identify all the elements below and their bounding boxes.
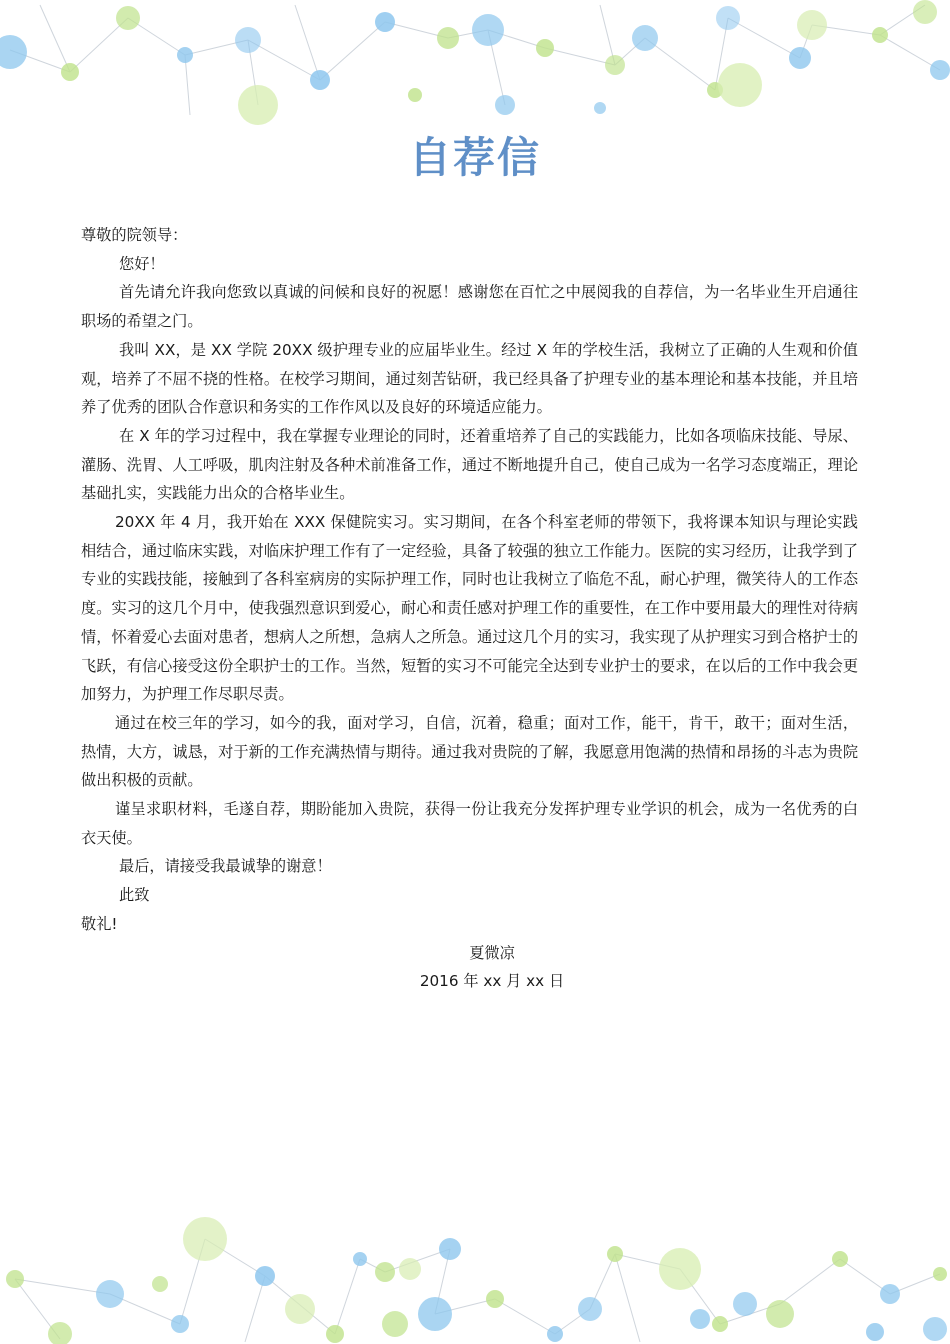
closing-1: 此致 — [119, 886, 150, 905]
letter-body — [81, 221, 858, 996]
paragraph-attitude: 通过在校三年的学习，如今的我，面对学习，自信，沉着，稳重；面对工作，能干，肯干，敢干；面对生活，热情，大方，诚恳，对于新的工作充满热情与期待。通过我对贵院的了解，我愿意用饱满的热情和昂扬的斗志为贵院做出积极的贡献。 — [81, 713, 858, 790]
paragraph-intro: 首先请允许我向您致以真诚的问候和良好的祝愿！感谢您在百忙之中展阅我的自荐信，为一名毕业生开启通往职场的希望之门。 — [81, 283, 858, 331]
paragraph-thanks: 最后，请接受我最诚挚的谢意！ — [119, 857, 332, 876]
paragraph-skills: 在 X 年的学习过程中，我在掌握专业理论的同时，还着重培养了自己的实践能力，比如各项临床技能、导尿、灌肠、洗胃、人工呼吸，肌肉注射及各种术前准备工作，通过不断地提升自己，使自己成为一名学习态度端正，理论基础扎实，实践能力出众的合格毕业生。 — [81, 426, 858, 503]
date: 2016 年 xx 月 xx 日 — [419, 972, 565, 991]
top-bubble-border — [0, 0, 950, 130]
closing-2: 敬礼! — [81, 914, 118, 933]
greeting: 您好！ — [119, 254, 165, 273]
paragraph-background: 我叫 XX，是 XX 学院 20XX 级护理专业的应届毕业生。经过 X 年的学校生活，我树立了正确的人生观和价值观，培养了不屈不挠的性格。在校学习期间，通过刻苦钻研，我已经具备了护理专业的基本理论和基本技能，并且培养了优秀的团队合作意识和务实的工作作风以及良好的环境适应能力。 — [81, 340, 858, 417]
letter-title: 自荐信 — [408, 133, 541, 182]
bottom-bubble-border — [0, 1214, 950, 1344]
paragraph-application: 谨呈求职材料，毛遂自荐，期盼能加入贵院，获得一份让我充分发挥护理专业学识的机会，成为一名优秀的白衣天使。 — [81, 800, 858, 847]
paragraph-internship: 20XX 年 4 月，我开始在 XXX 保健院实习。实习期间，在各个科室老师的带领下，我将课本知识与理论实践相结合，通过临床实践，对临床护理工作有了一定经验，具备了较强的独立工作能力。医院的实习经历，让我学到了专业的实践技能，接触到了各科室病房的实际护理工作，同时也让我树立了临危不乱，耐心护理，微笑待人的工作态度。实习的这几个月中，使我强烈意识到爱心，耐心和责任感对护理工作的重要性，在工作中要用最大的理性对待病情，怀着爱心去面对患者，想病人之所想，急病人之所急。通过这几个月的实习，我实现了从护理实习到合格护士的飞跃，有信心接受这份全职护士的工作。当然，短暂的实习不可能完全达到专业护士的要求，在以后的工作中我会更加努力，为护理工作尽职尽责。 — [81, 513, 858, 704]
signature: 夏微凉 — [469, 943, 515, 962]
salutation: 尊敬的院领导： — [81, 226, 188, 244]
